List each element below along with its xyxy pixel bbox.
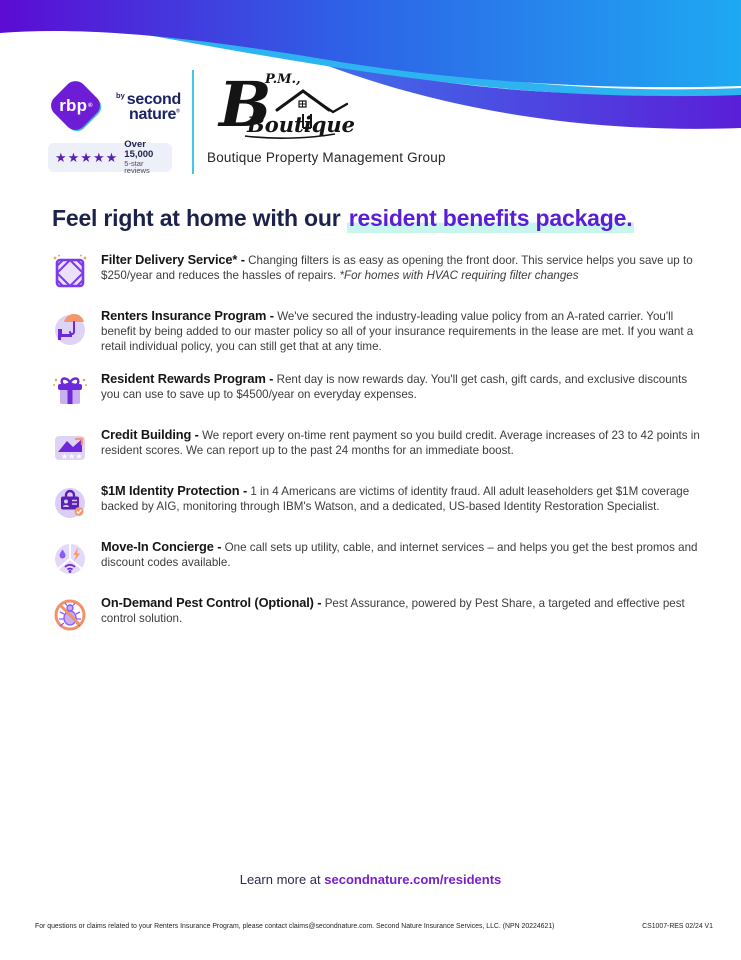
list-item — [50, 252, 702, 291]
list-item — [50, 308, 702, 354]
boutique-pm-logo — [217, 68, 367, 146]
benefit-title: $1M Identity Protection - — [101, 483, 248, 498]
list-item — [50, 595, 702, 634]
rbp-logo-text: rbp — [59, 96, 88, 115]
learn-more-line — [0, 872, 741, 887]
benefit-title: Renters Insurance Program - — [101, 308, 274, 323]
insurance-disclaimer: For questions or claims related to your Renters Insurance Program, please contact claims@secondnature.com. Second Nature Insurance Services, LLC. (NPN 20224621) — [35, 923, 555, 930]
brand-word-second: second — [126, 90, 181, 108]
rbp-lockup — [48, 78, 180, 136]
benefit-body: One call sets up utility, cable, and internet services – and helps you get the best promos and discount codes available. — [101, 541, 698, 569]
benefit-title: Move-In Concierge - — [101, 539, 222, 554]
benefit-title: Resident Rewards Program - — [101, 371, 274, 386]
reviews-caption: 5-star reviews — [124, 158, 150, 176]
benefit-body: We report every on-time rent payment so you build credit. Average increases of 23 to 42 points in resident scores. We can report up to the past 24 months for an immediate boost. — [101, 429, 700, 457]
document-code: CS1007-RES 02/24 V1 — [642, 923, 713, 930]
benefit-body: Rent day is now rewards day. You'll get cash, gift cards, and exclusive discounts you can use to save up to $4500/year on everyday expenses. — [101, 373, 688, 401]
page-title — [52, 204, 712, 234]
benefit-body: 1 in 4 Americans are victims of identity fraud. All adult leaseholders get $1M coverage backed by AIG, monitoring through IBM's Watson, and a dedicated, US-based Identity Restoration Specialist. — [101, 485, 690, 513]
reviews-badge — [48, 138, 172, 176]
svg-text:Boutique: Boutique — [247, 112, 356, 137]
renters-insurance-icon — [50, 308, 90, 347]
partner-brand-block — [207, 68, 507, 165]
partner-name: Boutique Property Management Group — [207, 150, 446, 165]
list-item — [50, 427, 702, 466]
list-item — [50, 371, 702, 410]
headline-highlight: resident benefits package. — [348, 205, 633, 231]
identity-protection-icon — [50, 483, 90, 522]
benefit-title: Filter Delivery Service* - — [101, 252, 245, 267]
fine-print — [35, 923, 713, 930]
benefit-title: Credit Building - — [101, 427, 199, 442]
header-divider — [192, 70, 194, 174]
rbp-logo — [48, 78, 106, 136]
registered-mark: ® — [176, 108, 180, 115]
rewards-gift-icon — [50, 371, 90, 410]
svg-text:B: B — [219, 68, 272, 141]
by-label: by — [116, 90, 125, 100]
reviews-count: Over 15,000 — [124, 138, 154, 160]
residents-link[interactable]: secondnature.com/residents — [324, 872, 502, 887]
second-nature-wordmark — [116, 92, 181, 123]
filter-icon — [50, 252, 90, 291]
benefit-note: *For homes with HVAC requiring filter changes — [339, 269, 579, 282]
svg-text:P.M.,: P.M., — [265, 72, 301, 87]
learn-more-prefix: Learn more at — [239, 872, 325, 887]
registered-mark: ® — [88, 103, 93, 109]
list-item — [50, 539, 702, 578]
credit-building-icon — [50, 427, 90, 466]
headline-prefix: Feel right at home with our — [52, 205, 347, 231]
five-stars-icon: ★★★★★ — [55, 149, 119, 165]
benefit-title: On-Demand Pest Control (Optional) - — [101, 595, 322, 610]
pest-control-icon — [50, 595, 90, 634]
benefits-list — [50, 252, 702, 634]
svg-text:★★★: ★★★ — [61, 452, 83, 461]
list-item — [50, 483, 702, 522]
benefit-body: Pest Assurance, powered by Pest Share, a targeted and effective pest control solution. — [101, 597, 685, 625]
benefit-body: We've secured the industry-leading value policy from an A-rated carrier. You'll benefit by being added to our master policy so all of your insurance requirements in the lease are met. If you want a retail individual policy, you can still get that at any time. — [101, 310, 694, 353]
move-in-concierge-icon — [50, 539, 90, 578]
benefit-body: Changing filters is as easy as opening the front door. This service helps you save up to $250/year and reduces the hassles of repairs. — [101, 254, 693, 282]
brand-word-nature: nature — [129, 105, 177, 123]
